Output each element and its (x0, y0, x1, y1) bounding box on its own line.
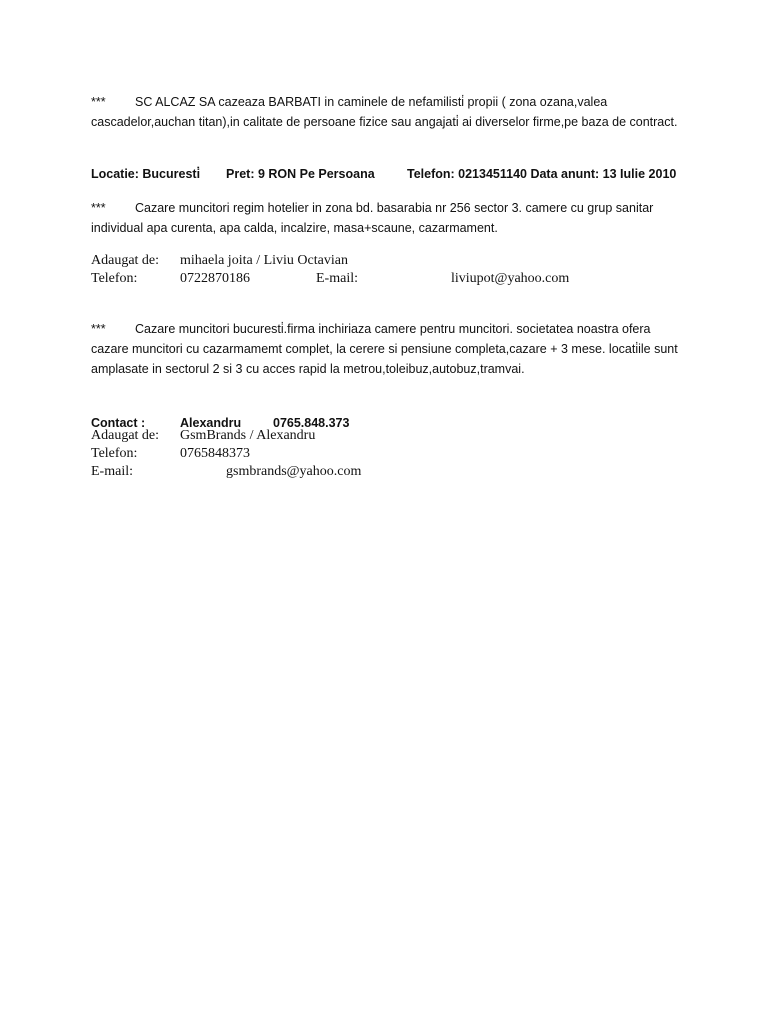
ad-3-email-value[interactable]: gsmbrands@yahoo.com (226, 464, 362, 479)
ad-3-contact-label: Contact : (91, 416, 146, 430)
ad-1-text: SC ALCAZ SA cazeaza BARBATI in caminele de nefamilisti̇ propii ( zona ozana,valea cascadelor,auchan titan),in calitate de persoane fizice sau angajati̇ ai diverselor firme,pe baza de contract. (91, 95, 678, 129)
ad-3-email-label: E-mail: (91, 464, 133, 479)
ad-3-phone-label: Telefon: (91, 446, 138, 461)
ad-3-contact-name: Alexandru (180, 416, 242, 430)
ad-3-added-by-label: Adaugat de: (91, 428, 160, 443)
ad-2-stars: *** (91, 201, 106, 215)
ad-2-added-by-label: Adaugat de: (91, 253, 160, 268)
ad-1-description (91, 92, 691, 132)
ad-1-location: Locatie: Bucuresti̇ (91, 167, 201, 181)
ad-3-phone-value: 0765848373 (180, 446, 250, 461)
ad-3-description (91, 319, 691, 379)
ad-2-email-label: E-mail: (316, 271, 358, 286)
ad-2-text: Cazare muncitori regim hotelier in zona bd. basarabia nr 256 sector 3. camere cu grup sanitar individual apa curenta, apa calda, incalzire, masa+scaune, cazarmament. (91, 201, 654, 235)
ad-3-stars: *** (91, 322, 106, 336)
ad-3-contact-info (91, 427, 691, 481)
ad-2-contact-info (91, 252, 691, 288)
ad-3-added-by-value: GsmBrands / Alexandru (180, 428, 316, 443)
ad-2-phone-value: 0722870186 (180, 271, 250, 286)
ad-1-phone-date: Telefon: 0213451140 Data anunt: 13 Iulie 2010 (407, 167, 677, 181)
ad-3-text: Cazare muncitori bucuresti̇.firma inchiriaza camere pentru muncitori. societatea noastra ofera cazare muncitori cu cazarmamemt complet, la cerere si pensiune completa,cazare + 3 mese. locati̇ile sunt amplasate in sectorul 2 si 3 cu acces rapid la metrou,toleibuz,autobuz,tramvai. (91, 322, 678, 376)
ad-2-added-by-value: mihaela joita / Liviu Octavian (180, 253, 348, 268)
ad-2-phone-label: Telefon: (91, 271, 138, 286)
ad-2-description (91, 198, 691, 238)
ad-3-contact-phone: 0765.848.373 (273, 416, 350, 430)
ad-1-price: Pret: 9 RON Pe Persoana (226, 167, 375, 181)
ad-1-details (91, 164, 711, 184)
ad-1-stars: *** (91, 95, 106, 109)
ad-2-email-value[interactable]: liviupot@yahoo.com (451, 271, 570, 286)
